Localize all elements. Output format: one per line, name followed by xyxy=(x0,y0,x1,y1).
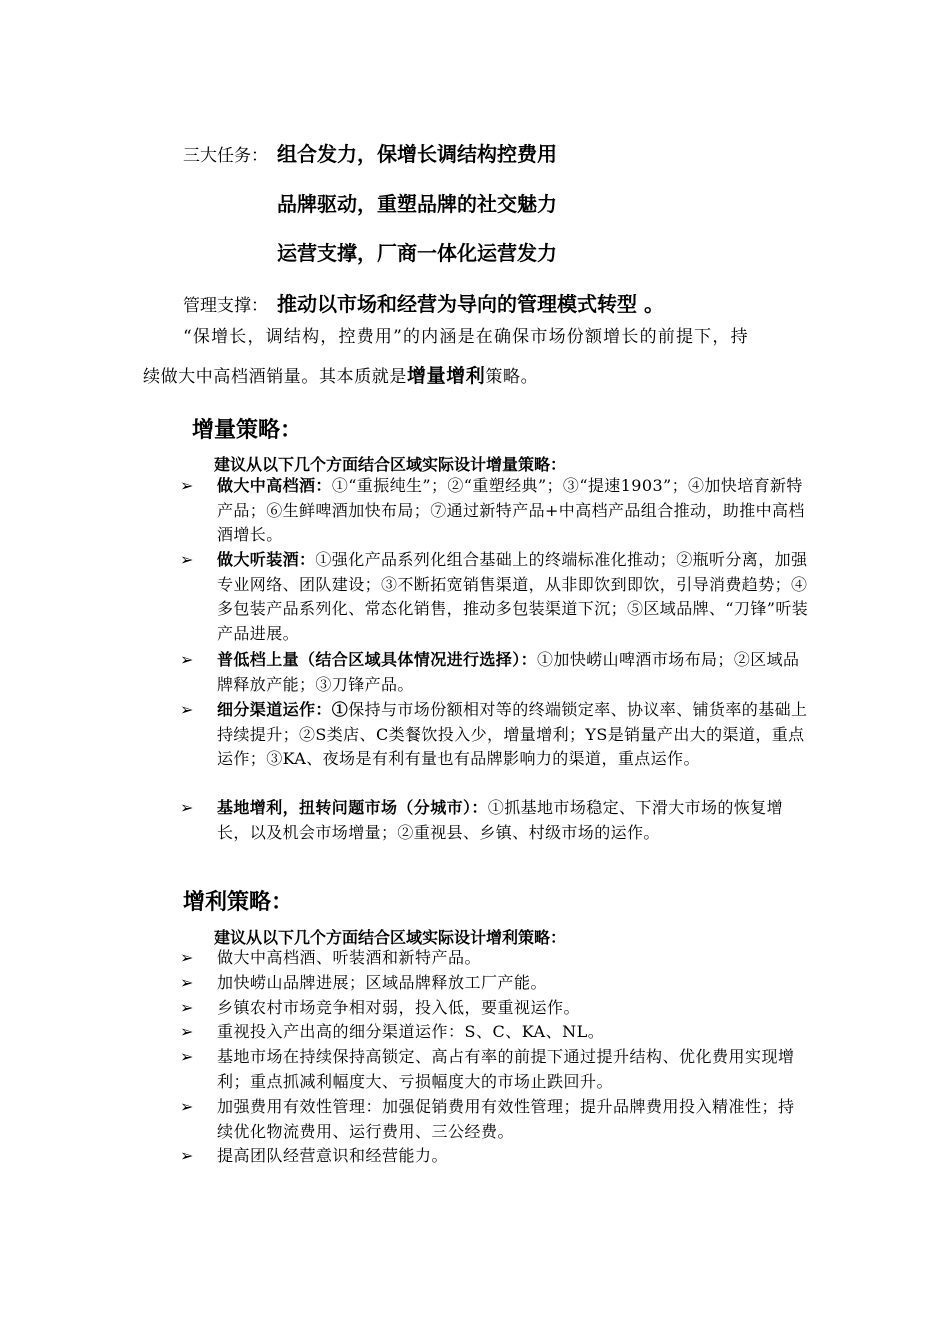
bullet-icon: ➢ xyxy=(180,1022,194,1041)
volume-subheading: 建议从以下几个方面结合区域实际设计增量策略： xyxy=(214,455,567,474)
intro-line-1: “保增长，调结构，控费用”的内涵是在确保市场份额增长的前提下，持 xyxy=(183,327,749,347)
bullet-icon: ➢ xyxy=(180,650,194,669)
volume-item-title: 基地增利，扭转问题市场（分城市）： xyxy=(217,798,488,817)
profit-item-2: 加快崂山品牌进展；区域品牌释放工厂产能。 xyxy=(217,973,548,992)
task-item-1: 组合发力，保增长调结构控费用 xyxy=(277,142,557,166)
volume-item-title: 普低档上量（结合区域具体情况进行选择）： xyxy=(217,650,538,669)
task-item-2: 品牌驱动，重塑品牌的社交魅力 xyxy=(277,192,557,216)
volume-item-title: 做大听装酒： xyxy=(217,550,316,569)
volume-item-text: ①抓基地市场稳定、下滑大市场的恢复增长，以及机会市场增量；②重视县、乡镇、村级市场的运作。 xyxy=(217,798,784,842)
volume-item-5 xyxy=(217,796,809,845)
intro-line-2-pre: 续做大中高档酒销量。其本质就是 xyxy=(143,367,407,387)
bullet-icon: ➢ xyxy=(180,1047,194,1066)
bullet-icon: ➢ xyxy=(180,973,194,992)
task-item-3: 运营支撑，厂商一体化运营发力 xyxy=(277,241,557,265)
volume-item-4 xyxy=(217,698,809,772)
bullet-icon: ➢ xyxy=(180,700,194,719)
intro-line-2 xyxy=(143,364,538,390)
bullet-icon: ➢ xyxy=(180,998,194,1017)
volume-item-text: 保持与市场份额相对等的终端锁定率、协议率、铺货率的基础上持续提升；②S类店、C类餐饮投入少，增量增利；YS是销量产出大的渠道，重点运作；③KA、夜场是有利有量也有品牌影响力的渠道，重点运作。 xyxy=(217,700,808,768)
profit-item-6: 加强费用有效性管理：加强促销费用有效性管理；提升品牌费用投入精准性；持续优化物流费用、运行费用、三公经费。 xyxy=(217,1097,795,1141)
profit-item-4: 重视投入产出高的细分渠道运作：S、C、KA、NL。 xyxy=(217,1022,605,1041)
intro-line-2-bold: 增量增利 xyxy=(407,365,486,387)
bullet-icon: ➢ xyxy=(180,948,194,967)
volume-item-title: 做大中高档酒： xyxy=(217,476,332,495)
volume-item-text: ①加快崂山啤酒市场布局；②区域品牌释放产能；③刀锋产品。 xyxy=(217,650,800,694)
profit-item-5: 基地市场在持续保持高锁定、高占有率的前提下通过提升结构、优化费用实现增利；重点抓减利幅度大、亏损幅度大的市场止跌回升。 xyxy=(217,1047,795,1091)
bullet-icon: ➢ xyxy=(180,1097,194,1116)
management-text: 推动以市场和经营为导向的管理模式转型 。 xyxy=(277,292,664,316)
volume-item-title: 细分渠道运作：① xyxy=(217,700,349,719)
management-label: 管理支撑： xyxy=(183,296,268,316)
bullet-icon: ➢ xyxy=(180,550,194,569)
volume-item-text: ①“重振纯生”；②“重塑经典”；③“提速1903”；④加快培育新特产品；⑥生鲜啤酒加快布局；⑦通过新特产品+中高档产品组合推动，助推中高档酒增长。 xyxy=(217,476,805,544)
bullet-icon: ➢ xyxy=(180,798,194,817)
volume-item-1 xyxy=(217,474,809,548)
profit-item-7: 提高团队经营意识和经营能力。 xyxy=(217,1146,449,1165)
volume-item-3 xyxy=(217,648,809,697)
profit-item-1: 做大中高档酒、听装酒和新特产品。 xyxy=(217,948,482,967)
bullet-icon: ➢ xyxy=(180,476,194,495)
volume-item-2 xyxy=(217,548,809,646)
volume-item-text: ①强化产品系列化组合基础上的终端标准化推动；②瓶听分离，加强专业网络、团队建设；③不断拓宽销售渠道，从非即饮到即饮，引导消费趋势；④多包装产品系列化、常态化销售，推动多包装渠道下沉；⑤区域品牌、“刀锋”听装产品进展。 xyxy=(217,550,809,643)
profit-subheading: 建议从以下几个方面结合区域实际设计增利策略： xyxy=(214,928,567,947)
bullet-icon: ➢ xyxy=(180,1146,194,1165)
profit-item-3: 乡镇农村市场竞争相对弱，投入低，要重视运作。 xyxy=(217,998,581,1017)
profit-heading: 增利策略： xyxy=(183,889,294,915)
volume-heading: 增量策略： xyxy=(192,417,303,443)
tasks-label: 三大任务： xyxy=(183,146,268,166)
intro-line-2-post: 策略。 xyxy=(485,367,539,387)
